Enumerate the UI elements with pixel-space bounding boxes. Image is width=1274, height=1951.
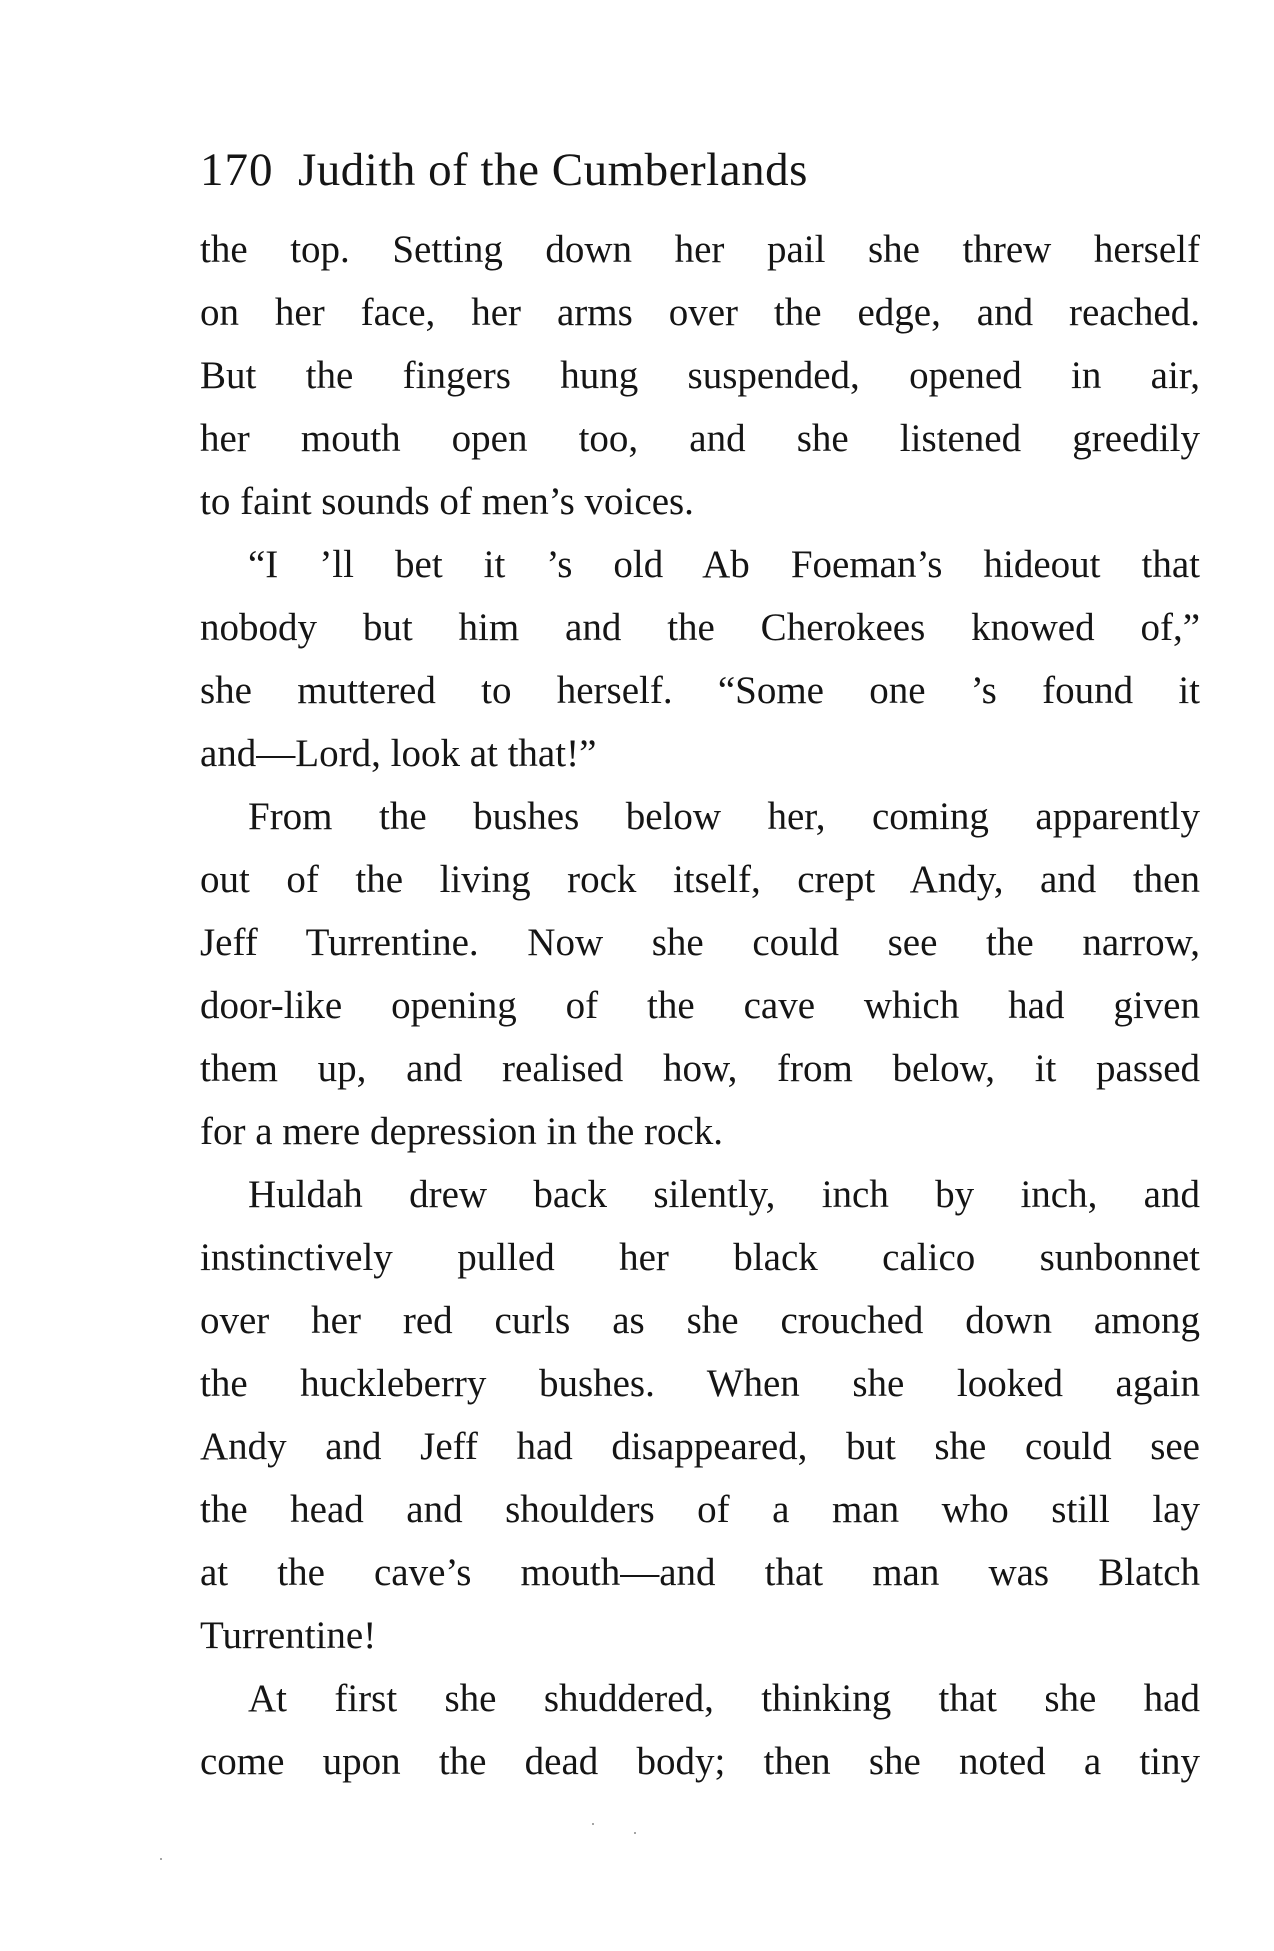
text-line: out of the living rock itself, crept Andy, and then [200,858,1200,901]
text-line: to faint sounds of men’s voices. [200,480,694,523]
text-line: Andy and Jeff had disappeared, but she could see [200,1425,1200,1468]
page-number: 170 [200,144,274,196]
text-line: Huldah drew back silently, inch by inch, and [248,1173,1200,1216]
text-line: the huckleberry bushes. When she looked again [200,1362,1200,1405]
text-line: “I ’ll bet it ’s old Ab Foeman’s hideout that [248,543,1200,586]
print-speck [592,1823,594,1825]
text-line: at the cave’s mouth—and that man was Blatch [200,1551,1200,1594]
text-line: them up, and realised how, from below, it passed [200,1047,1200,1090]
text-line: door-like opening of the cave which had given [200,984,1200,1027]
text-line: the top. Setting down her pail she threw herself [200,228,1200,271]
print-speck [634,1832,636,1834]
body-text [200,218,1200,1793]
text-line: nobody but him and the Cherokees knowed of,” [200,606,1200,649]
text-line: Turrentine! [200,1614,377,1657]
text-line: Jeff Turrentine. Now she could see the narrow, [200,921,1200,964]
text-line: over her red curls as she crouched down among [200,1299,1200,1342]
text-line: At first she shuddered, thinking that she had [248,1677,1200,1720]
text-line: come upon the dead body; then she noted a tiny [200,1740,1200,1783]
text-line: But the fingers hung suspended, opened in air, [200,354,1200,397]
running-head [200,130,1200,210]
book-page [200,130,1200,1793]
text-line: instinctively pulled her black calico sunbonnet [200,1236,1200,1279]
text-line: for a mere depression in the rock. [200,1110,724,1153]
text-line: From the bushes below her, coming apparently [248,795,1200,838]
text-line: and—Lord, look at that!” [200,732,597,775]
paragraph [200,1163,1200,1667]
paragraph [200,1667,1200,1793]
text-line: she muttered to herself. “Some one ’s found it [200,669,1200,712]
text-line: her mouth open too, and she listened greedily [200,417,1200,460]
book-title: Judith of the Cumberlands [298,144,808,196]
paragraph [200,218,1200,533]
paragraph [200,785,1200,1163]
print-speck [160,1858,162,1860]
text-line: on her face, her arms over the edge, and reached. [200,291,1200,334]
text-line: the head and shoulders of a man who still lay [200,1488,1200,1531]
paragraph [200,533,1200,785]
